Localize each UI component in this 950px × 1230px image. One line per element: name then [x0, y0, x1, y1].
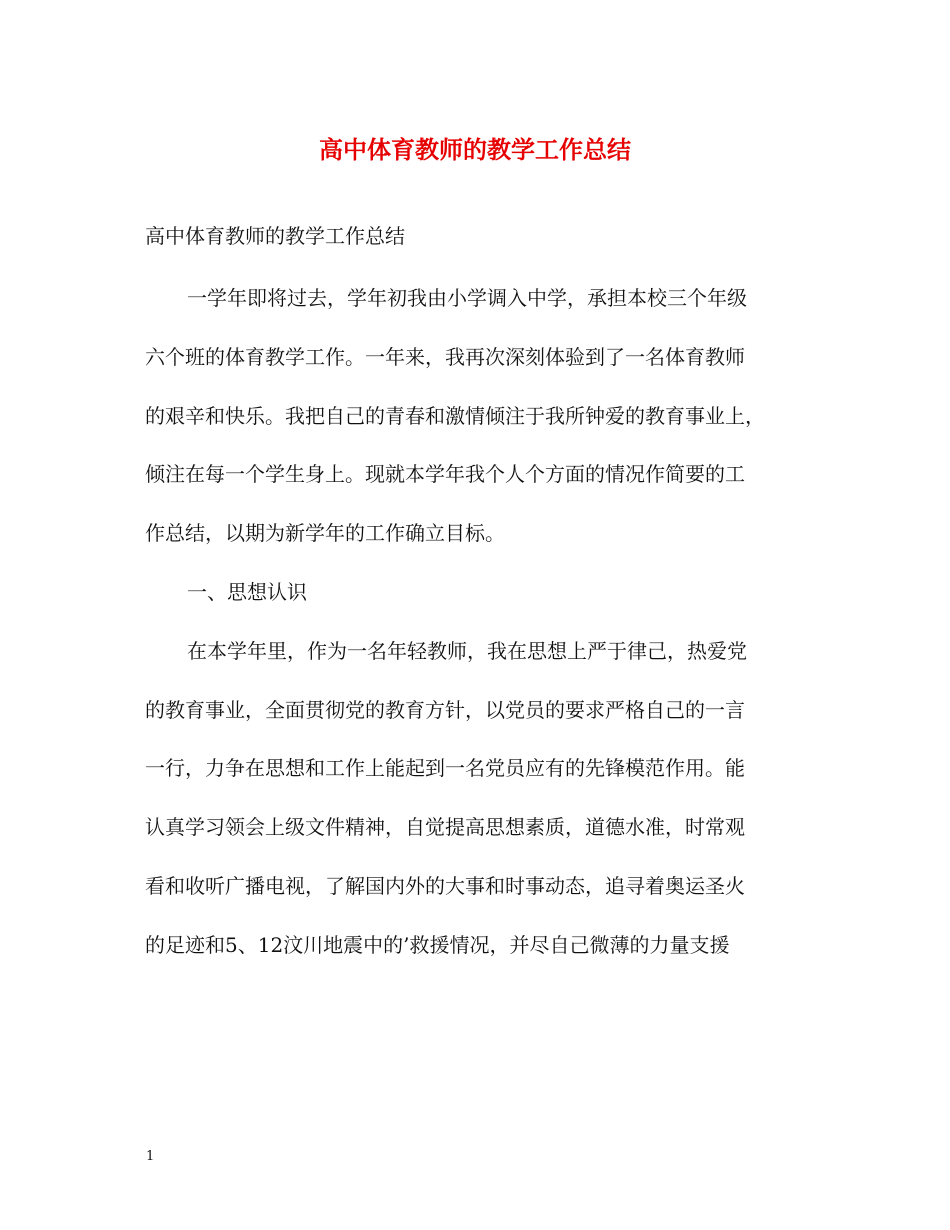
document-subtitle: 高中体育教师的教学工作总结	[145, 224, 405, 248]
body-line: 的足迹和5、12汶川地震中的’救援情况，并尽自己微薄的力量支援	[145, 932, 730, 957]
body-line: 的艰辛和快乐。我把自己的青春和激情倾注于我所钟爱的教育事业上，	[145, 403, 765, 428]
section-heading: 一、思想认识	[187, 579, 307, 604]
document-title: 高中体育教师的教学工作总结	[319, 135, 631, 164]
body-line: 看和收听广播电视，了解国内外的大事和时事动态，追寻着奥运圣火	[145, 873, 745, 898]
body-line: 认真学习领会上级文件精神，自觉提高思想素质，道德水准，时常观	[145, 815, 745, 840]
body-line: 六个班的体育教学工作。一年来，我再次深刻体验到了一名体育教师	[145, 344, 745, 369]
body-line: 一学年即将过去，学年初我由小学调入中学，承担本校三个年级	[187, 286, 747, 310]
body-line: 作总结，以期为新学年的工作确立目标。	[145, 521, 505, 546]
body-line: 在本学年里，作为一名年轻教师，我在思想上严于律己，热爱党	[187, 638, 747, 663]
document-body	[145, 278, 805, 984]
body-line: 一行，力争在思想和工作上能起到一名党员应有的先锋模范作用。能	[145, 756, 745, 781]
body-line: 的教育事业，全面贯彻党的教育方针，以党员的要求严格自己的一言	[145, 697, 745, 722]
page-number: 1	[146, 1149, 155, 1164]
body-line: 倾注在每一个学生身上。现就本学年我个人个方面的情况作简要的工	[145, 462, 745, 487]
